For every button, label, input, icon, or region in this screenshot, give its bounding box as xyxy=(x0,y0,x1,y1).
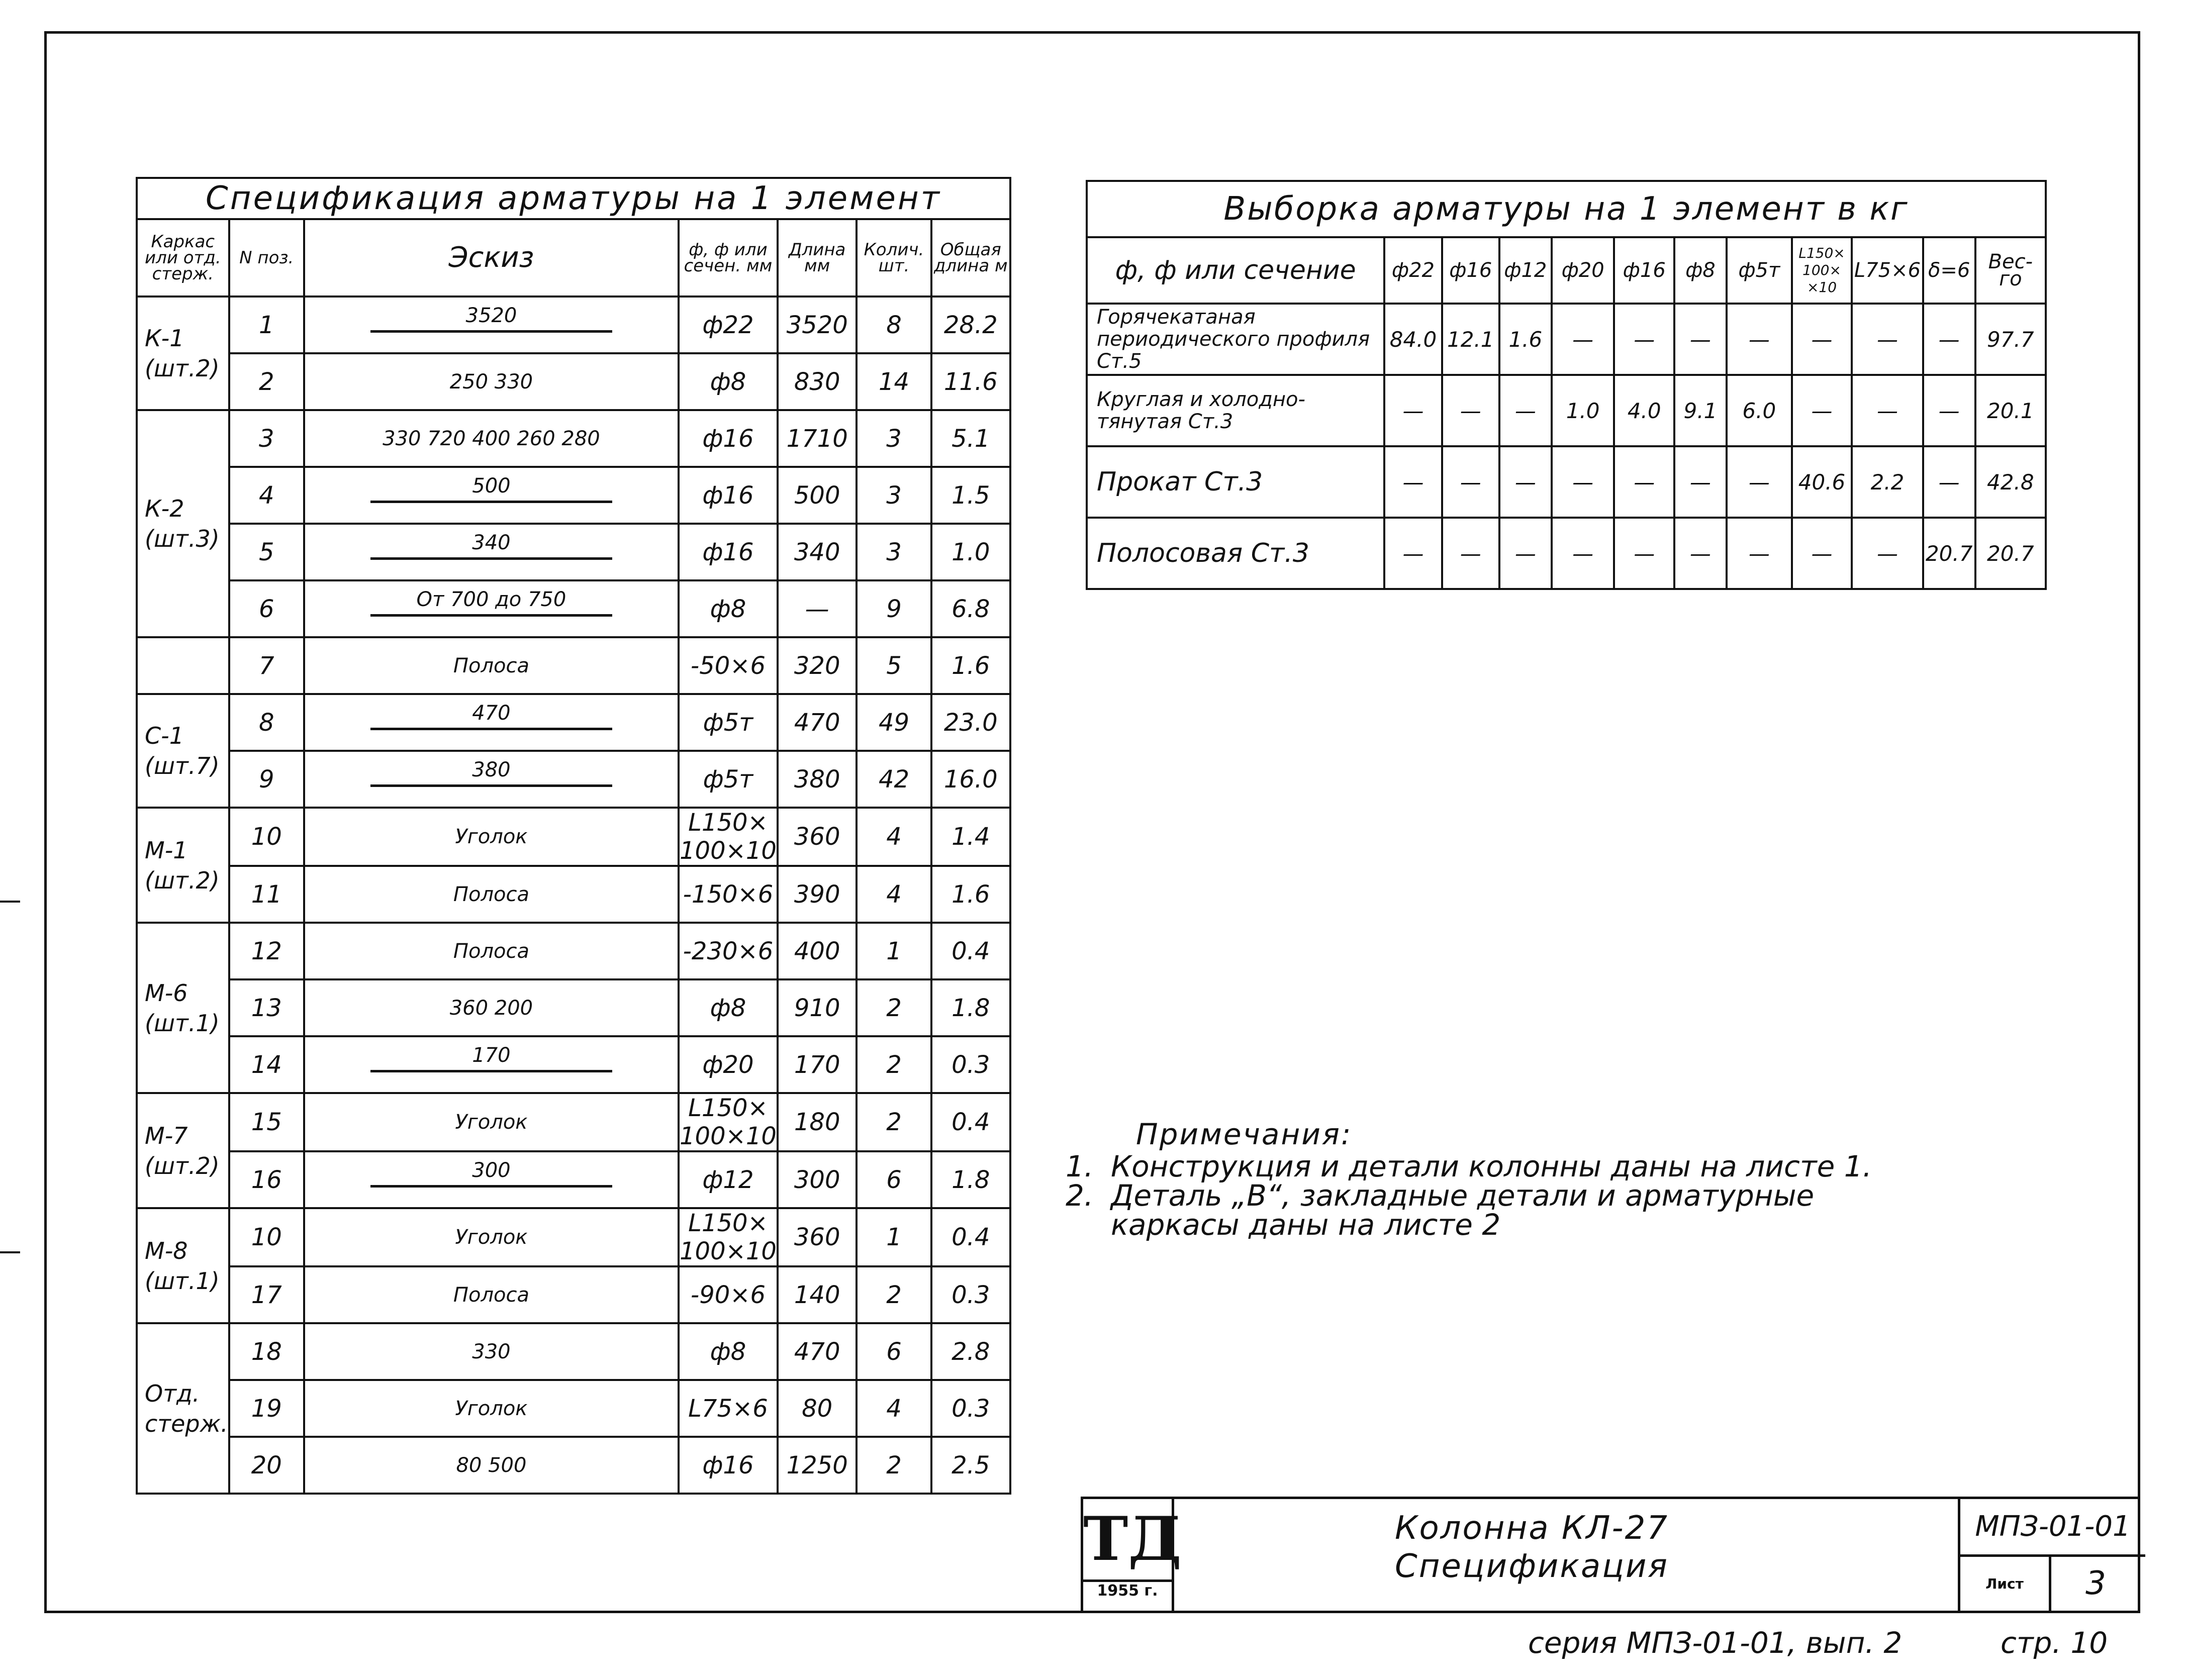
length-cell: 910 xyxy=(778,979,857,1036)
selection-row xyxy=(1087,518,2046,589)
bar-line xyxy=(370,614,612,617)
quantity-cell: 6 xyxy=(857,1323,931,1380)
section-cell: ф5т xyxy=(679,751,778,808)
spec-row xyxy=(137,524,1010,580)
weight-cell: — xyxy=(1852,375,1923,446)
length-cell: 1250 xyxy=(778,1437,857,1494)
weight-cell: — xyxy=(1384,446,1442,518)
weight-cell: — xyxy=(1499,518,1552,589)
spec-row xyxy=(137,410,1010,467)
weight-cell: — xyxy=(1552,304,1614,375)
quantity-cell: 1 xyxy=(857,1208,931,1266)
sketch-cell: Уголок xyxy=(304,1380,679,1437)
selection-row xyxy=(1087,375,2046,446)
steel-type-cell: Горячекатаная периодического профиля Ст.5 xyxy=(1087,304,1384,375)
weight-cell: — xyxy=(1674,446,1727,518)
length-cell: 360 xyxy=(778,1208,857,1266)
spec-row xyxy=(137,923,1010,979)
spec-row xyxy=(137,1380,1010,1437)
drawing-code: МПЗ-01-01 xyxy=(1958,1499,2145,1557)
selection-body xyxy=(1087,304,2046,589)
length-cell: — xyxy=(778,580,857,637)
length-cell: 400 xyxy=(778,923,857,979)
sketch-cell xyxy=(304,297,679,353)
weight-cell: — xyxy=(1727,518,1792,589)
quantity-cell: 9 xyxy=(857,580,931,637)
length-cell: 180 xyxy=(778,1093,857,1151)
bar-line xyxy=(370,728,612,730)
length-cell: 320 xyxy=(778,637,857,694)
spec-row xyxy=(137,580,1010,637)
position-cell: 18 xyxy=(229,1323,304,1380)
weight-cell: 20.1 xyxy=(1975,375,2046,446)
selection-header-col: ф22 xyxy=(1384,237,1442,304)
sketch-cell: 330 xyxy=(304,1323,679,1380)
bar-line xyxy=(370,330,612,333)
total-length-cell: 0.3 xyxy=(931,1380,1010,1437)
title-block xyxy=(1081,1497,2140,1613)
weight-cell: — xyxy=(1852,518,1923,589)
spec-row xyxy=(137,979,1010,1036)
logo-text: ТД xyxy=(1083,1499,1172,1582)
frame-group-cell: К-1 (шт.2) xyxy=(137,297,229,410)
spec-row xyxy=(137,1093,1010,1151)
sketch-cell: Полоса xyxy=(304,637,679,694)
total-length-cell: 2.5 xyxy=(931,1437,1010,1494)
quantity-cell: 5 xyxy=(857,637,931,694)
weight-cell: 97.7 xyxy=(1975,304,2046,375)
weight-cell: — xyxy=(1792,375,1852,446)
sketch-cell: Полоса xyxy=(304,923,679,979)
weight-cell: — xyxy=(1727,446,1792,518)
publisher-logo xyxy=(1083,1499,1182,1613)
length-cell: 470 xyxy=(778,1323,857,1380)
section-cell: ф16 xyxy=(679,1437,778,1494)
section-cell: ф16 xyxy=(679,410,778,467)
position-cell: 7 xyxy=(229,637,304,694)
weight-cell: 6.0 xyxy=(1727,375,1792,446)
spec-row xyxy=(137,808,1010,866)
spec-row xyxy=(137,353,1010,410)
selection-header-row xyxy=(1087,237,2046,304)
total-length-cell: 11.6 xyxy=(931,353,1010,410)
section-cell: ф16 xyxy=(679,467,778,524)
total-length-cell: 0.4 xyxy=(931,1093,1010,1151)
section-cell: ф20 xyxy=(679,1036,778,1093)
section-cell: L150× 100×10 xyxy=(680,809,777,865)
selection-table xyxy=(1086,180,2047,590)
margin-tick xyxy=(0,1251,20,1253)
sketch-cell: 250 330 xyxy=(304,353,679,410)
weight-cell: — xyxy=(1442,518,1499,589)
bar-sketch xyxy=(305,470,678,521)
section-cell: ф22 xyxy=(679,297,778,353)
header-section: ф, ф или сечен. мм xyxy=(679,219,778,297)
sketch-cell: Уголок xyxy=(304,1093,679,1151)
section-cell: L150× 100×10 xyxy=(680,1094,777,1150)
logo-year: 1955 г. xyxy=(1097,1582,1158,1600)
bar-sketch xyxy=(305,527,678,577)
position-cell: 6 xyxy=(229,580,304,637)
length-cell: 360 xyxy=(778,808,857,866)
sketch-dimension: 380 xyxy=(472,758,511,781)
sketch-dimension: От 700 до 750 xyxy=(416,587,566,611)
bar-sketch xyxy=(305,1155,678,1205)
spec-row xyxy=(137,1437,1010,1494)
page-number: стр. 10 xyxy=(2001,1626,2108,1660)
weight-cell: 84.0 xyxy=(1384,304,1442,375)
header-qty: Колич. шт. xyxy=(857,219,931,297)
section-cell: ф8 xyxy=(679,353,778,410)
position-cell: 12 xyxy=(229,923,304,979)
series-caption: серия МПЗ-01-01, вып. 2 xyxy=(1528,1626,1903,1660)
position-cell: 11 xyxy=(229,866,304,923)
position-cell: 3 xyxy=(229,410,304,467)
spec-title: Спецификация арматуры на 1 элемент xyxy=(137,178,1010,219)
selection-header-col: ф16 xyxy=(1614,237,1674,304)
section-cell: L150× 100×10 xyxy=(680,1209,777,1265)
section-cell: -230×6 xyxy=(679,923,778,979)
weight-cell: 12.1 xyxy=(1442,304,1499,375)
sketch-cell xyxy=(304,694,679,751)
sketch-cell: Полоса xyxy=(304,866,679,923)
sketch-cell xyxy=(304,524,679,580)
quantity-cell: 42 xyxy=(857,751,931,808)
weight-cell: — xyxy=(1442,375,1499,446)
sketch-cell xyxy=(304,580,679,637)
bar-sketch xyxy=(305,754,678,805)
header-total: Общая длина м xyxy=(931,219,1010,297)
length-cell: 380 xyxy=(778,751,857,808)
weight-cell: — xyxy=(1923,375,1975,446)
steel-type-cell: Полосовая Ст.3 xyxy=(1087,518,1384,589)
length-cell: 340 xyxy=(778,524,857,580)
selection-header-col: L150× 100× ×10 xyxy=(1792,237,1852,304)
specification-table xyxy=(136,177,1011,1495)
selection-title: Выборка арматуры на 1 элемент в кг xyxy=(1087,181,2046,237)
header-pos: N поз. xyxy=(229,219,304,297)
sheet-label: Лист xyxy=(1958,1554,2051,1613)
weight-cell: — xyxy=(1442,446,1499,518)
total-length-cell: 23.0 xyxy=(931,694,1010,751)
note-number: 2. xyxy=(1066,1178,1094,1213)
frame-group-cell: М-6 (шт.1) xyxy=(137,923,229,1093)
frame-group-cell: С-1 (шт.7) xyxy=(137,694,229,808)
weight-cell: — xyxy=(1852,304,1923,375)
header-frame: Каркас или отд. стерж. xyxy=(137,219,229,297)
bar-sketch xyxy=(305,584,678,634)
note-item xyxy=(1066,1178,1895,1242)
frame-group-cell: К-2 (шт.3) xyxy=(137,410,229,637)
sketch-dimension: 500 xyxy=(472,474,511,498)
steel-type-cell: Круглая и холодно-тянутая Ст.3 xyxy=(1087,375,1384,446)
section-cell: ф16 xyxy=(679,524,778,580)
weight-cell: 4.0 xyxy=(1614,375,1674,446)
weight-cell: 42.8 xyxy=(1975,446,2046,518)
selection-header-col: ф12 xyxy=(1499,237,1552,304)
length-cell: 500 xyxy=(778,467,857,524)
weight-cell: — xyxy=(1614,446,1674,518)
length-cell: 390 xyxy=(778,866,857,923)
total-length-cell: 1.8 xyxy=(931,1151,1010,1208)
selection-header-name: ф, ф или сечение xyxy=(1087,237,1384,304)
selection-header-col: ф20 xyxy=(1552,237,1614,304)
sketch-cell xyxy=(304,751,679,808)
note-text: Деталь „В“, закладные детали и арматурные каркасы даны на листе 2 xyxy=(1111,1178,1815,1242)
sketch-cell: Уголок xyxy=(304,808,679,866)
bar-sketch xyxy=(305,1040,678,1090)
quantity-cell: 3 xyxy=(857,524,931,580)
section-cell: -90×6 xyxy=(679,1266,778,1323)
note-text: Конструкция и детали колонны даны на листе 1. xyxy=(1111,1149,1872,1183)
position-cell: 14 xyxy=(229,1036,304,1093)
position-cell: 15 xyxy=(229,1093,304,1151)
total-length-cell: 6.8 xyxy=(931,580,1010,637)
header-length: Длина мм xyxy=(778,219,857,297)
sketch-dimension: 300 xyxy=(472,1158,511,1182)
sketch-cell: 80 500 xyxy=(304,1437,679,1494)
quantity-cell: 4 xyxy=(857,866,931,923)
notes-title: Примечания: xyxy=(1136,1117,1353,1151)
quantity-cell: 3 xyxy=(857,410,931,467)
total-length-cell: 1.4 xyxy=(931,808,1010,866)
weight-cell: — xyxy=(1614,304,1674,375)
drawing-title-line2: Спецификация xyxy=(1395,1548,1669,1585)
section-cell: L75×6 xyxy=(679,1380,778,1437)
bar-line xyxy=(370,1185,612,1188)
position-cell: 10 xyxy=(229,808,304,866)
frame-group-cell xyxy=(137,637,229,694)
total-length-cell: 1.5 xyxy=(931,467,1010,524)
spec-row xyxy=(137,1151,1010,1208)
sketch-dimension: 170 xyxy=(472,1043,511,1067)
position-cell: 2 xyxy=(229,353,304,410)
quantity-cell: 6 xyxy=(857,1151,931,1208)
spec-row xyxy=(137,637,1010,694)
weight-cell: 1.6 xyxy=(1499,304,1552,375)
weight-cell: — xyxy=(1499,375,1552,446)
section-cell: ф8 xyxy=(679,1323,778,1380)
weight-cell: — xyxy=(1384,518,1442,589)
spec-row xyxy=(137,751,1010,808)
total-length-cell: 28.2 xyxy=(931,297,1010,353)
quantity-cell: 2 xyxy=(857,1437,931,1494)
weight-cell: — xyxy=(1727,304,1792,375)
weight-cell: — xyxy=(1923,446,1975,518)
position-cell: 16 xyxy=(229,1151,304,1208)
section-cell: ф8 xyxy=(679,979,778,1036)
position-cell: 10 xyxy=(229,1208,304,1266)
frame-group-cell: М-8 (шт.1) xyxy=(137,1208,229,1323)
total-length-cell: 1.8 xyxy=(931,979,1010,1036)
total-length-cell: 0.4 xyxy=(931,923,1010,979)
quantity-cell: 49 xyxy=(857,694,931,751)
section-cell: -150×6 xyxy=(679,866,778,923)
weight-cell: — xyxy=(1792,518,1852,589)
length-cell: 470 xyxy=(778,694,857,751)
quantity-cell: 8 xyxy=(857,297,931,353)
spec-body xyxy=(137,297,1010,1494)
position-cell: 13 xyxy=(229,979,304,1036)
bar-line xyxy=(370,1070,612,1072)
weight-cell: — xyxy=(1674,304,1727,375)
position-cell: 20 xyxy=(229,1437,304,1494)
spec-row xyxy=(137,694,1010,751)
total-length-cell: 0.4 xyxy=(931,1208,1010,1266)
position-cell: 17 xyxy=(229,1266,304,1323)
bar-line xyxy=(370,501,612,503)
sheet-number: 3 xyxy=(2085,1565,2106,1602)
bar-sketch xyxy=(305,300,678,350)
weight-cell: — xyxy=(1923,304,1975,375)
section-cell: ф12 xyxy=(679,1151,778,1208)
section-cell: ф5т xyxy=(679,694,778,751)
spec-row xyxy=(137,866,1010,923)
total-length-cell: 1.6 xyxy=(931,866,1010,923)
selection-header-col: ф8 xyxy=(1674,237,1727,304)
length-cell: 170 xyxy=(778,1036,857,1093)
sketch-dimension: 340 xyxy=(472,531,511,554)
sketch-cell xyxy=(304,1151,679,1208)
length-cell: 140 xyxy=(778,1266,857,1323)
sketch-cell xyxy=(304,467,679,524)
steel-type-cell: Прокат Ст.3 xyxy=(1087,446,1384,518)
position-cell: 8 xyxy=(229,694,304,751)
position-cell: 19 xyxy=(229,1380,304,1437)
sketch-dimension: 470 xyxy=(472,701,511,725)
length-cell: 3520 xyxy=(778,297,857,353)
total-length-cell: 0.3 xyxy=(931,1036,1010,1093)
quantity-cell: 14 xyxy=(857,353,931,410)
spec-row xyxy=(137,1323,1010,1380)
total-length-cell: 5.1 xyxy=(931,410,1010,467)
weight-cell: 20.7 xyxy=(1975,518,2046,589)
selection-header-col: ф5т xyxy=(1727,237,1792,304)
weight-cell: — xyxy=(1552,446,1614,518)
spec-row xyxy=(137,1266,1010,1323)
margin-tick xyxy=(0,901,20,903)
selection-row xyxy=(1087,446,2046,518)
selection-row xyxy=(1087,304,2046,375)
spec-row xyxy=(137,1036,1010,1093)
section-cell: ф8 xyxy=(679,580,778,637)
weight-cell: — xyxy=(1792,304,1852,375)
length-cell: 80 xyxy=(778,1380,857,1437)
quantity-cell: 2 xyxy=(857,1036,931,1093)
selection-header-col: δ=6 xyxy=(1923,237,1975,304)
note-number: 1. xyxy=(1066,1149,1094,1183)
selection-header-col: ф16 xyxy=(1442,237,1499,304)
position-cell: 5 xyxy=(229,524,304,580)
notes xyxy=(1066,1117,1895,1242)
note-item xyxy=(1066,1149,1895,1183)
frame-group-cell: М-7 (шт.2) xyxy=(137,1093,229,1208)
spec-row xyxy=(137,1208,1010,1266)
frame-group-cell: М-1 (шт.2) xyxy=(137,808,229,923)
quantity-cell: 1 xyxy=(857,923,931,979)
weight-cell: — xyxy=(1384,375,1442,446)
quantity-cell: 4 xyxy=(857,1380,931,1437)
bar-line xyxy=(370,557,612,560)
drawing-title-line1: Колонна КЛ-27 xyxy=(1395,1510,1669,1547)
position-cell: 9 xyxy=(229,751,304,808)
frame-group-cell: Отд. стерж. xyxy=(137,1323,229,1494)
length-cell: 300 xyxy=(778,1151,857,1208)
sketch-cell: Полоса xyxy=(304,1266,679,1323)
weight-cell: — xyxy=(1499,446,1552,518)
header-sketch: Эскиз xyxy=(304,219,679,297)
weight-cell: 1.0 xyxy=(1552,375,1614,446)
sketch-dimension: 3520 xyxy=(465,304,517,327)
sketch-cell: 330 720 400 260 280 xyxy=(304,410,679,467)
bar-line xyxy=(370,784,612,787)
quantity-cell: 2 xyxy=(857,1093,931,1151)
quantity-cell: 2 xyxy=(857,979,931,1036)
total-length-cell: 2.8 xyxy=(931,1323,1010,1380)
bar-sketch xyxy=(305,698,678,748)
weight-cell: — xyxy=(1552,518,1614,589)
weight-cell: — xyxy=(1614,518,1674,589)
section-cell: -50×6 xyxy=(679,637,778,694)
weight-cell: 40.6 xyxy=(1792,446,1852,518)
spec-row xyxy=(137,297,1010,353)
drawing-title xyxy=(1395,1509,1669,1586)
position-cell: 1 xyxy=(229,297,304,353)
total-length-cell: 0.3 xyxy=(931,1266,1010,1323)
total-length-cell: 1.0 xyxy=(931,524,1010,580)
quantity-cell: 2 xyxy=(857,1266,931,1323)
weight-cell: 9.1 xyxy=(1674,375,1727,446)
quantity-cell: 4 xyxy=(857,808,931,866)
selection-header-col: Вес- го xyxy=(1975,237,2046,304)
sketch-cell: 360 200 xyxy=(304,979,679,1036)
length-cell: 830 xyxy=(778,353,857,410)
sketch-cell: Уголок xyxy=(304,1208,679,1266)
length-cell: 1710 xyxy=(778,410,857,467)
total-length-cell: 16.0 xyxy=(931,751,1010,808)
position-cell: 4 xyxy=(229,467,304,524)
selection-header-col: L75×6 xyxy=(1852,237,1923,304)
spec-row xyxy=(137,467,1010,524)
weight-cell: 2.2 xyxy=(1852,446,1923,518)
total-length-cell: 1.6 xyxy=(931,637,1010,694)
quantity-cell: 3 xyxy=(857,467,931,524)
sketch-cell xyxy=(304,1036,679,1093)
weight-cell: — xyxy=(1674,518,1727,589)
weight-cell: 20.7 xyxy=(1923,518,1975,589)
